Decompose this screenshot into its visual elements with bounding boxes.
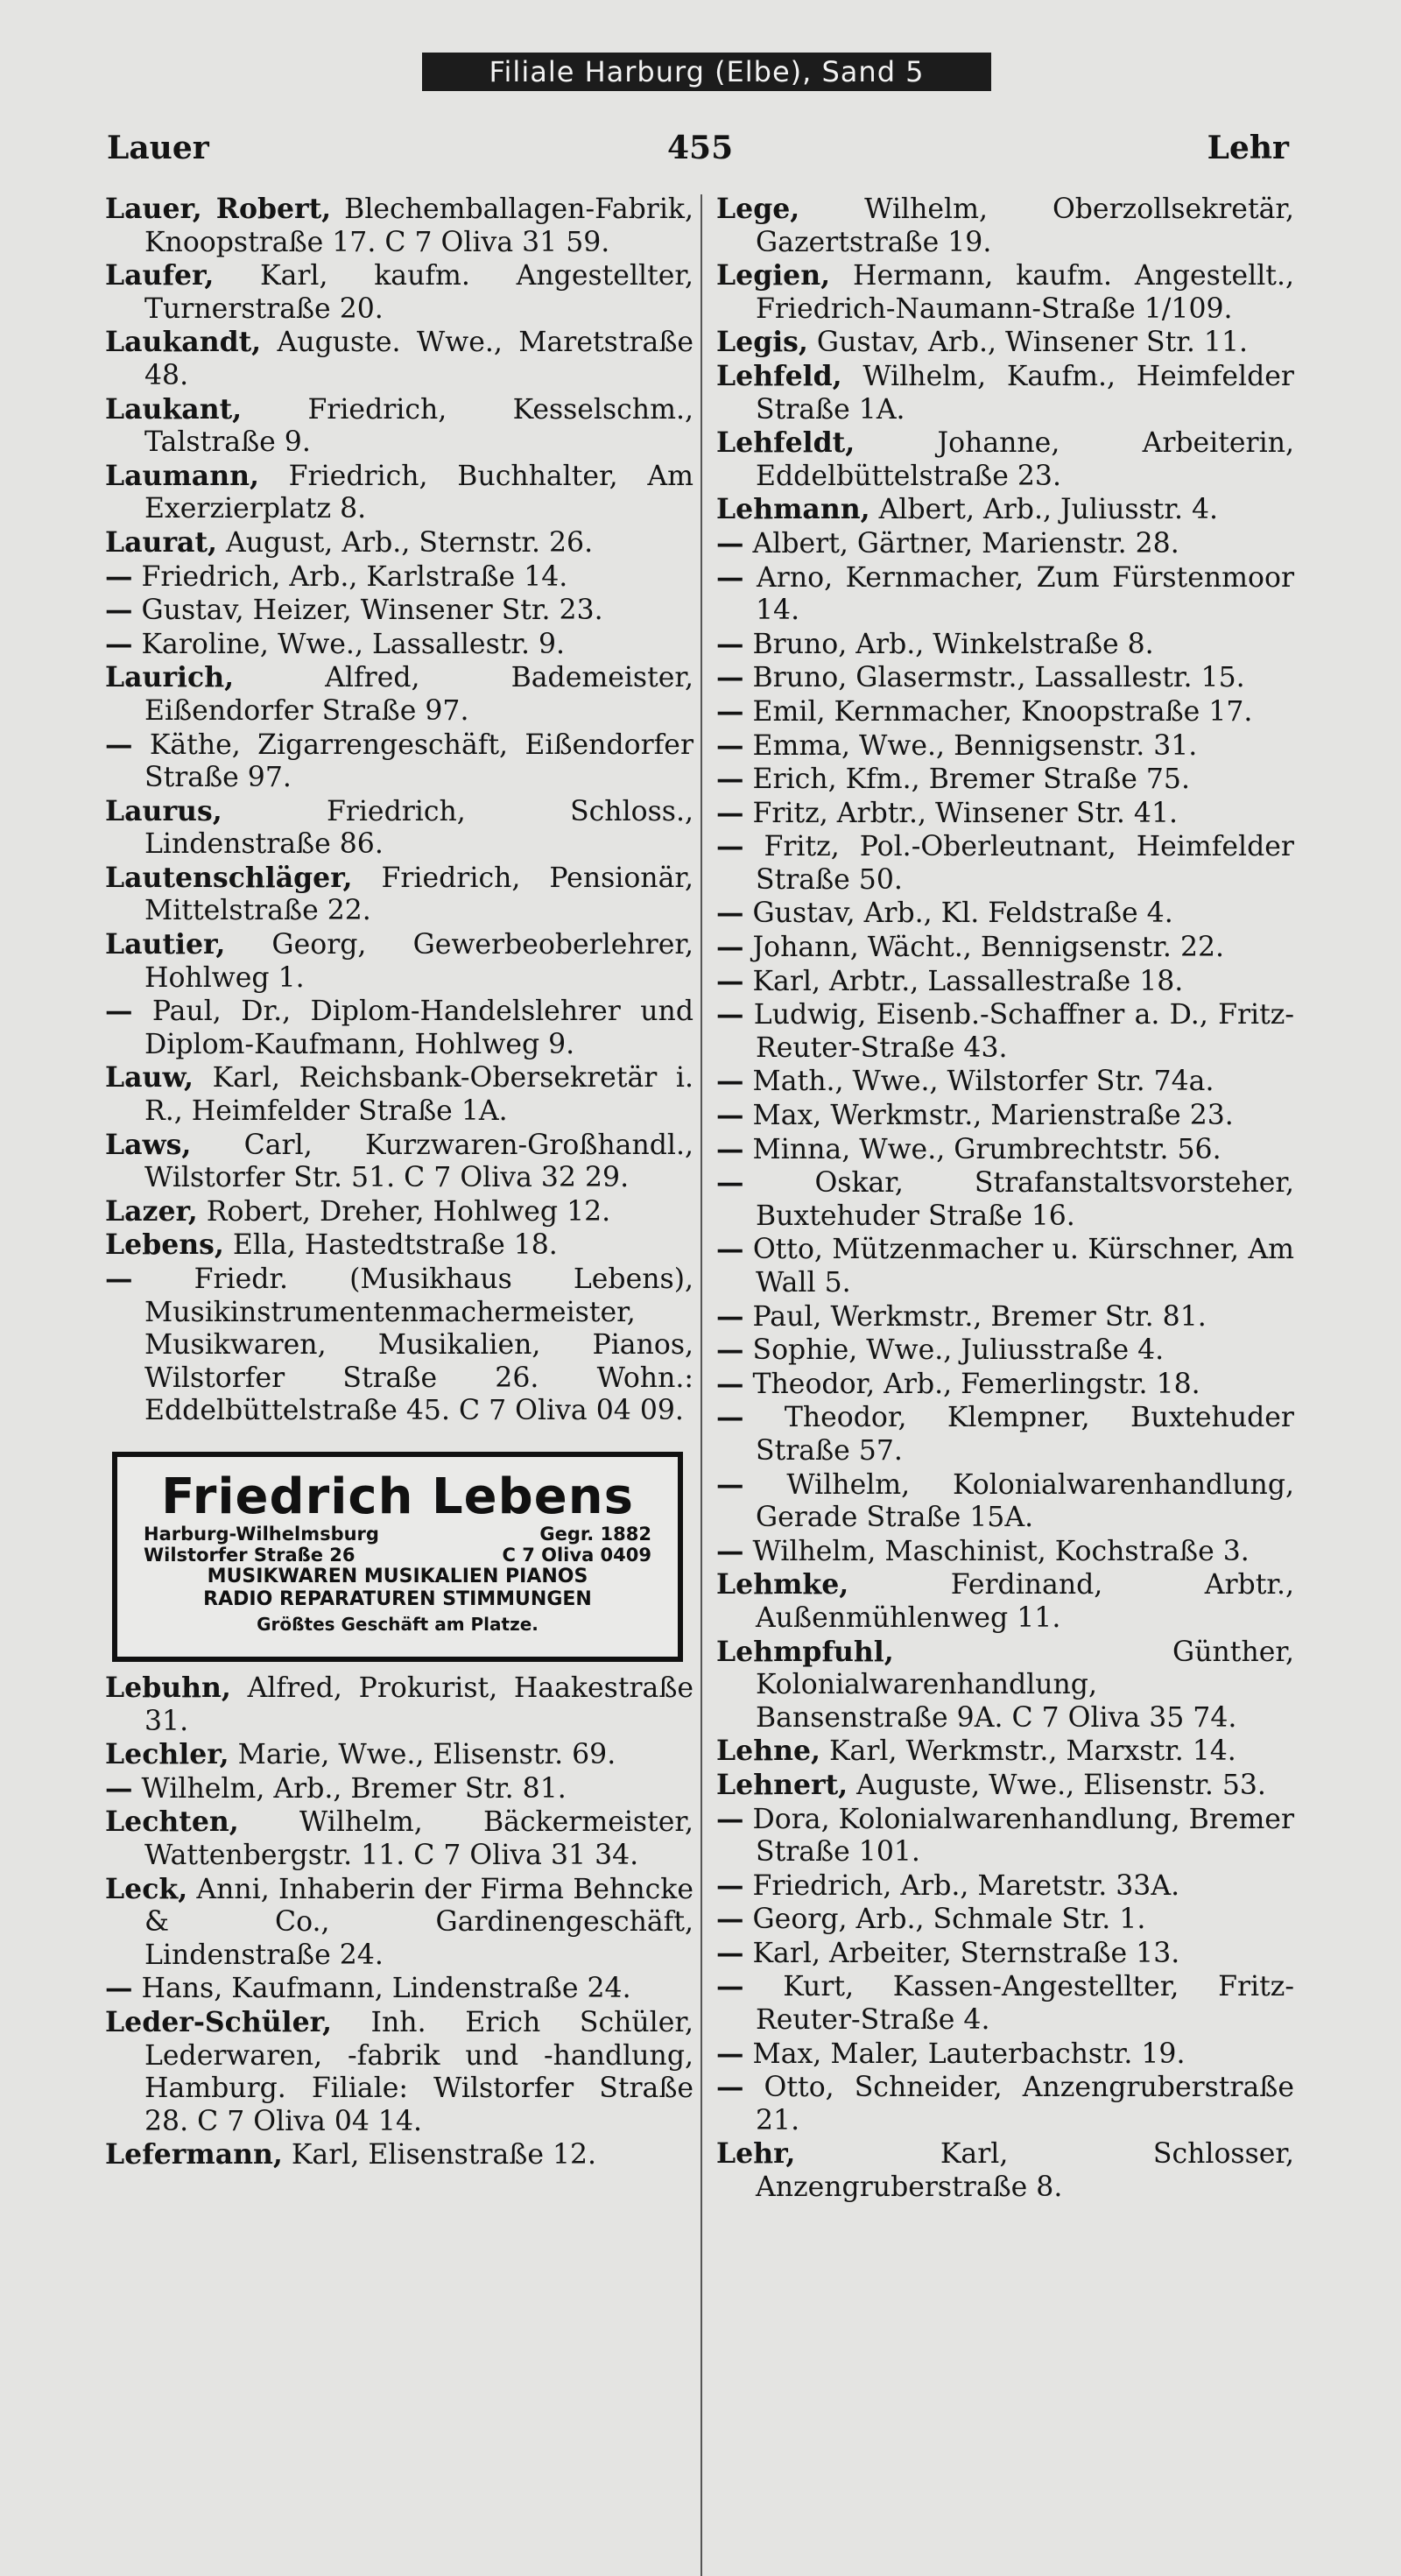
directory-entry [105, 2138, 693, 2172]
entry-surname: Lehmann, [716, 493, 870, 526]
entry-surname: — [716, 2037, 744, 2070]
entry-surname: — [716, 1299, 744, 1333]
entry-surname: Lehnert, [716, 1768, 848, 1801]
directory-entry [716, 1401, 1294, 1467]
directory-entry [716, 2137, 1294, 2204]
entry-surname: Lazer, [105, 1194, 198, 1228]
entry-details: Marie, Wwe., Elisenstr. 69. [229, 1739, 616, 1771]
entry-details: Gustav, Arb., Kl. Feldstraße 4. [743, 897, 1173, 930]
entry-details: Wilhelm, Oberzollsekretär, Gazertstraße 19. [756, 194, 1294, 258]
entry-surname: — [716, 1467, 744, 1501]
directory-entry [716, 426, 1294, 493]
entry-details: Paul, Dr., Diplom-Handelslehrer und Diplom-Kaufmann, Hohlweg 9. [132, 996, 693, 1060]
directory-entry [105, 995, 693, 1061]
entry-surname: Leck, [105, 1872, 188, 1905]
entry-details: Carl, Kurzwaren-Großhandl., Wilstorfer Str. 51. C 7 Oliva 32 29. [144, 1129, 693, 1194]
entry-details: August, Arb., Sternstr. 26. [216, 526, 594, 559]
entry-surname: — [716, 694, 744, 728]
directory-entry [105, 1195, 693, 1229]
entry-details: Friedrich, Buchhalter, Am Exerzierplatz 8. [144, 460, 693, 525]
entry-details: Erich, Kfm., Bremer Straße 75. [743, 764, 1190, 796]
entry-surname: — [716, 1401, 744, 1434]
entry-surname: — [716, 1132, 744, 1165]
entry-details: Karl, Reichsbank-Obersekretär i. R., Heimfelder Straße 1A. [144, 1062, 693, 1128]
entry-surname: Lege, [716, 193, 800, 225]
entry-details: Gustav, Arb., Winsener Str. 11. [807, 327, 1248, 359]
entry-surname: — [105, 728, 133, 761]
directory-column-left [105, 193, 693, 1428]
entry-details: Karl, Schlosser, Anzengruberstraße 8. [756, 2138, 1294, 2204]
ad-address: Wilstorfer Straße 26 [144, 1545, 356, 1566]
directory-entry [716, 259, 1294, 326]
entry-surname: — [716, 796, 744, 829]
directory-entry [105, 1228, 693, 1263]
directory-entry [105, 393, 693, 460]
ad-products-line: MUSIKWAREN MUSIKALIEN PIANOS [207, 1566, 588, 1587]
directory-entry [105, 1772, 693, 1806]
entry-details: Otto, Mützenmacher u. Kürschner, Am Wall 5. [743, 1234, 1294, 1299]
entry-details: Karl, kaufm. Angestellter, Turnerstraße 20. [144, 260, 693, 325]
entry-details: Emma, Wwe., Bennigsenstr. 31. [743, 729, 1198, 762]
directory-entry [105, 460, 693, 526]
entry-surname: — [105, 594, 133, 627]
entry-details: Bruno, Glasermstr., Lassallestr. 15. [743, 662, 1245, 694]
entry-details: Johann, Wächt., Bennigsenstr. 22. [743, 932, 1225, 964]
entry-details: Johanne, Arbeiterin, Eddelbüttelstraße 23. [756, 427, 1294, 492]
directory-entry [716, 695, 1294, 729]
entry-surname: — [716, 661, 744, 694]
entry-surname: — [716, 1869, 744, 1902]
entry-details: Günther, Kolonialwarenhandlung, Bansenstraße 9A. C 7 Oliva 35 74. [756, 1636, 1294, 1734]
directory-entry [716, 1869, 1294, 1904]
entry-surname: Lehmpfuhl, [716, 1635, 894, 1668]
entry-details: Max, Maler, Lauterbachstr. 19. [743, 2038, 1186, 2070]
entry-surname: — [716, 830, 744, 863]
directory-entry [716, 1803, 1294, 1869]
entry-surname: — [716, 998, 744, 1031]
directory-entry [105, 1061, 693, 1128]
entry-surname: — [716, 627, 744, 660]
directory-entry [105, 259, 693, 326]
directory-entry [716, 2071, 1294, 2137]
entry-details: Karl, Werkmstr., Marxstr. 14. [820, 1735, 1236, 1768]
entry-surname: Laws, [105, 1128, 192, 1161]
entry-surname: Lebuhn, [105, 1672, 231, 1704]
entry-details: Math., Wwe., Wilstorfer Str. 74a. [743, 1066, 1214, 1098]
entry-surname: — [716, 1970, 744, 2003]
entry-details: Gustav, Heizer, Winsener Str. 23. [132, 595, 603, 627]
entry-details: Paul, Werkmstr., Bremer Str. 81. [743, 1300, 1207, 1333]
directory-entry [105, 1873, 693, 1973]
directory-entry [716, 1133, 1294, 1167]
entry-details: Inh. Erich Schüler, Lederwaren, -fabrik und -handlung, Hamburg. Filiale: Wilstorfer Straße 28. C 7 Oliva 04 14. [144, 2006, 693, 2137]
directory-entry [105, 928, 693, 995]
directory-entry [716, 493, 1294, 527]
entry-details: Friedr. (Musikhaus Lebens), Musikinstrumentenmachermeister, Musikwaren, Musikalien, Pianos, Wilstorfer Straße 26. Wohn.: Eddelbüttelstraße 45. C 7 Oliva 04 09. [132, 1263, 693, 1427]
entry-surname: — [716, 1334, 744, 1367]
directory-entry [105, 1738, 693, 1772]
entry-surname: Lauw, [105, 1061, 194, 1094]
entry-surname: — [716, 1065, 744, 1098]
directory-entry [105, 1672, 693, 1738]
entry-surname: — [105, 1972, 133, 2005]
column-divider [700, 194, 702, 2576]
entry-details: Friedrich, Arb., Karlstraße 14. [132, 560, 568, 593]
directory-entry [716, 1233, 1294, 1299]
directory-column-left-lower [105, 1672, 693, 2172]
entry-surname: — [716, 931, 744, 964]
directory-entry [716, 2038, 1294, 2072]
entry-details: Friedrich, Schloss., Lindenstraße 86. [144, 795, 693, 861]
entry-details: Max, Werkmstr., Marienstraße 23. [743, 1100, 1234, 1132]
entry-details: Alfred, Bademeister, Eißendorfer Straße 97. [144, 662, 693, 727]
entry-details: Theodor, Arb., Femerlingstr. 18. [743, 1368, 1200, 1400]
directory-entry [105, 594, 693, 628]
ad-row-city [117, 1524, 678, 1545]
directory-entry [716, 763, 1294, 797]
entry-surname: Lauer, Robert, [105, 193, 332, 225]
directory-entry [716, 1099, 1294, 1133]
directory-entry [716, 1368, 1294, 1402]
entry-details: Arno, Kernmacher, Zum Fürstenmoor 14. [743, 561, 1294, 627]
entry-surname: Lautier, [105, 928, 226, 961]
directory-entry [716, 527, 1294, 561]
entry-details: Anni, Inhaberin der Firma Behncke & Co., Gardinengeschäft, Lindenstraße 24. [144, 1873, 693, 1971]
entry-details: Ella, Hastedtstraße 18. [223, 1229, 558, 1262]
entry-surname: Lechten, [105, 1805, 239, 1839]
entry-details: Karl, Arbeiter, Sternstraße 13. [743, 1937, 1180, 1969]
entry-surname: — [716, 1166, 744, 1200]
directory-entry [716, 897, 1294, 931]
entry-surname: — [716, 1233, 744, 1266]
entry-surname: — [716, 1936, 744, 1969]
entry-surname: Lehr, [716, 2137, 796, 2171]
directory-entry [716, 965, 1294, 999]
entry-surname: Laurus, [105, 794, 222, 827]
entry-details: Friedrich, Kesselschm., Talstraße 9. [144, 393, 693, 459]
entry-surname: — [716, 560, 744, 594]
directory-entry [716, 1535, 1294, 1569]
directory-entry [716, 1903, 1294, 1937]
directory-entry [105, 1129, 693, 1195]
running-head-left: Lauer [107, 130, 209, 166]
directory-entry [105, 795, 693, 862]
ad-founded: Gegr. 1882 [539, 1524, 651, 1545]
entry-details: Albert, Arb., Juliusstr. 4. [869, 494, 1219, 526]
entry-details: Hermann, kaufm. Angestellt., Friedrich-Naumann-Straße 1/109. [756, 260, 1294, 325]
directory-entry [716, 1166, 1294, 1233]
entry-surname: — [716, 1367, 744, 1400]
entry-details: Käthe, Zigarrengeschäft, Eißendorfer Straße 97. [132, 728, 693, 794]
entry-surname: Legis, [716, 326, 808, 359]
entry-details: Karl, Elisenstraße 12. [282, 2139, 597, 2171]
directory-column-right [716, 193, 1294, 2205]
page-number: 455 [667, 130, 734, 166]
entry-details: Minna, Wwe., Grumbrechtstr. 56. [743, 1133, 1221, 1165]
entry-surname: — [716, 1802, 744, 1835]
advertisement-box [112, 1452, 683, 1662]
directory-entry [716, 797, 1294, 831]
entry-details: Blechemballagen-Fabrik, Knoopstraße 17. C 7 Oliva 31 59. [144, 194, 693, 258]
entry-surname: Lefermann, [105, 2138, 283, 2171]
directory-entry [105, 661, 693, 728]
directory-entry [716, 326, 1294, 360]
directory-entry [716, 1937, 1294, 1971]
directory-entry [716, 561, 1294, 628]
entry-surname: Lebens, [105, 1228, 224, 1262]
entry-surname: Leder-Schüler, [105, 2005, 332, 2038]
directory-entry [105, 1805, 693, 1872]
entry-details: Auguste. Wwe., Maretstraße 48. [144, 327, 693, 391]
entry-details: Wilhelm, Bäckermeister, Wattenbergstr. 11. C 7 Oliva 31 34. [144, 1806, 693, 1871]
directory-entry [716, 1334, 1294, 1368]
entry-surname: Laufer, [105, 259, 215, 292]
entry-surname: Laukandt, [105, 326, 262, 359]
directory-entry [716, 628, 1294, 662]
entry-surname: Laurat, [105, 525, 217, 559]
entry-details: Emil, Kernmacher, Knoopstraße 17. [743, 695, 1253, 728]
entry-details: Oskar, Strafanstaltsvorsteher, Buxtehuder Straße 16. [743, 1167, 1294, 1232]
entry-details: Wilhelm, Kaufm., Heimfelder Straße 1A. [756, 360, 1294, 426]
entry-details: Karoline, Wwe., Lassallestr. 9. [132, 628, 566, 660]
entry-surname: Lautenschläger, [105, 861, 353, 894]
running-head-right: Lehr [1207, 130, 1289, 166]
directory-entry [105, 560, 693, 595]
directory-entry [716, 1300, 1294, 1334]
branch-banner: Filiale Harburg (Elbe), Sand 5 [422, 53, 991, 91]
entry-surname: Lehmke, [716, 1568, 849, 1601]
entry-surname: Laukant, [105, 392, 243, 426]
directory-entry [716, 1769, 1294, 1803]
entry-surname: — [716, 897, 744, 930]
directory-entry [716, 193, 1294, 259]
entry-surname: Lehfeldt, [716, 426, 855, 460]
entry-details: Georg, Arb., Schmale Str. 1. [743, 1904, 1146, 1936]
directory-entry [105, 526, 693, 560]
directory-entry [716, 998, 1294, 1065]
entry-details: Wilhelm, Arb., Bremer Str. 81. [132, 1772, 567, 1805]
ad-phone: C 7 Oliva 0409 [502, 1545, 651, 1566]
directory-entry [716, 1970, 1294, 2037]
directory-entry [716, 1468, 1294, 1535]
entry-details: Robert, Dreher, Hohlweg 12. [197, 1195, 611, 1228]
entry-details: Alfred, Prokurist, Haakestraße 31. [144, 1672, 693, 1737]
entry-details: Sophie, Wwe., Juliusstraße 4. [743, 1334, 1165, 1367]
entry-details: Wilhelm, Maschinist, Kochstraße 3. [743, 1535, 1250, 1567]
entry-surname: — [716, 763, 744, 796]
entry-surname: — [105, 560, 133, 593]
directory-entry [105, 193, 693, 259]
entry-details: Hans, Kaufmann, Lindenstraße 24. [132, 1973, 631, 2005]
directory-entry [105, 628, 693, 662]
entry-details: Fritz, Arbtr., Winsener Str. 41. [743, 797, 1178, 829]
directory-entry [716, 360, 1294, 426]
directory-entry [716, 1735, 1294, 1769]
ad-services-line: RADIO REPARATUREN STIMMUNGEN [203, 1588, 592, 1610]
entry-details: Albert, Gärtner, Marienstr. 28. [743, 527, 1179, 560]
entry-surname: Laurich, [105, 661, 235, 694]
directory-entry [105, 728, 693, 795]
directory-entry [105, 326, 693, 392]
entry-surname: — [105, 627, 133, 660]
ad-company-name: Friedrich Lebens [161, 1468, 634, 1525]
entry-surname: — [716, 2071, 744, 2104]
entry-details: Kurt, Kassen-Angestellter, Fritz-Reuter-Straße 4. [743, 1971, 1294, 2037]
entry-details: Georg, Gewerbeoberlehrer, Hohlweg 1. [144, 929, 693, 994]
entry-details: Otto, Schneider, Anzengruberstraße 21. [743, 2072, 1294, 2136]
directory-entry [105, 1263, 693, 1428]
entry-surname: — [105, 1771, 133, 1805]
directory-entry [105, 1972, 693, 2006]
ad-row-address [117, 1545, 678, 1566]
entry-surname: Lehfeld, [716, 359, 842, 392]
entry-surname: — [716, 1903, 744, 1936]
entry-details: Theodor, Klempner, Buxtehuder Straße 57. [743, 1402, 1294, 1467]
directory-entry [105, 862, 693, 928]
entry-surname: Laumann, [105, 459, 259, 492]
entry-details: Fritz, Pol.-Oberleutnant, Heimfelder Straße 50. [743, 831, 1294, 896]
directory-entry [105, 2006, 693, 2138]
directory-entry [716, 1065, 1294, 1099]
directory-entry [716, 931, 1294, 965]
directory-entry [716, 830, 1294, 897]
entry-details: Ferdinand, Arbtr., Außenmühlenweg 11. [756, 1569, 1294, 1634]
entry-surname: Legien, [716, 259, 831, 292]
entry-details: Karl, Arbtr., Lassallestraße 18. [743, 965, 1184, 997]
entry-surname: — [716, 728, 744, 762]
entry-surname: — [716, 1534, 744, 1567]
entry-surname: — [105, 1263, 133, 1295]
entry-details: Dora, Kolonialwarenhandlung, Bremer Straße 101. [743, 1803, 1295, 1869]
entry-surname: — [716, 1099, 744, 1132]
directory-entry [716, 1568, 1294, 1635]
entry-details: Auguste, Wwe., Elisenstr. 53. [848, 1769, 1266, 1801]
entry-details: Ludwig, Eisenb.-Schaffner a. D., Fritz-Reuter-Straße 43. [743, 999, 1294, 1064]
entry-surname: Lechler, [105, 1738, 229, 1771]
entry-surname: — [105, 995, 133, 1028]
directory-entry [716, 1636, 1294, 1735]
entry-surname: Lehne, [716, 1735, 821, 1768]
entry-details: Bruno, Arb., Winkelstraße 8. [743, 628, 1154, 660]
directory-entry [716, 661, 1294, 695]
entry-details: Wilhelm, Kolonialwarenhandlung, Gerade Straße 15A. [743, 1468, 1294, 1534]
entry-surname: — [716, 526, 744, 560]
directory-entry [716, 729, 1294, 764]
entry-surname: — [716, 964, 744, 997]
entry-details: Friedrich, Pensionär, Mittelstraße 22. [144, 862, 693, 927]
ad-city: Harburg-Wilhelmsburg [144, 1524, 379, 1545]
entry-details: Friedrich, Arb., Maretstr. 33A. [743, 1869, 1180, 1902]
ad-slogan: Größtes Geschäft am Platze. [257, 1614, 539, 1635]
